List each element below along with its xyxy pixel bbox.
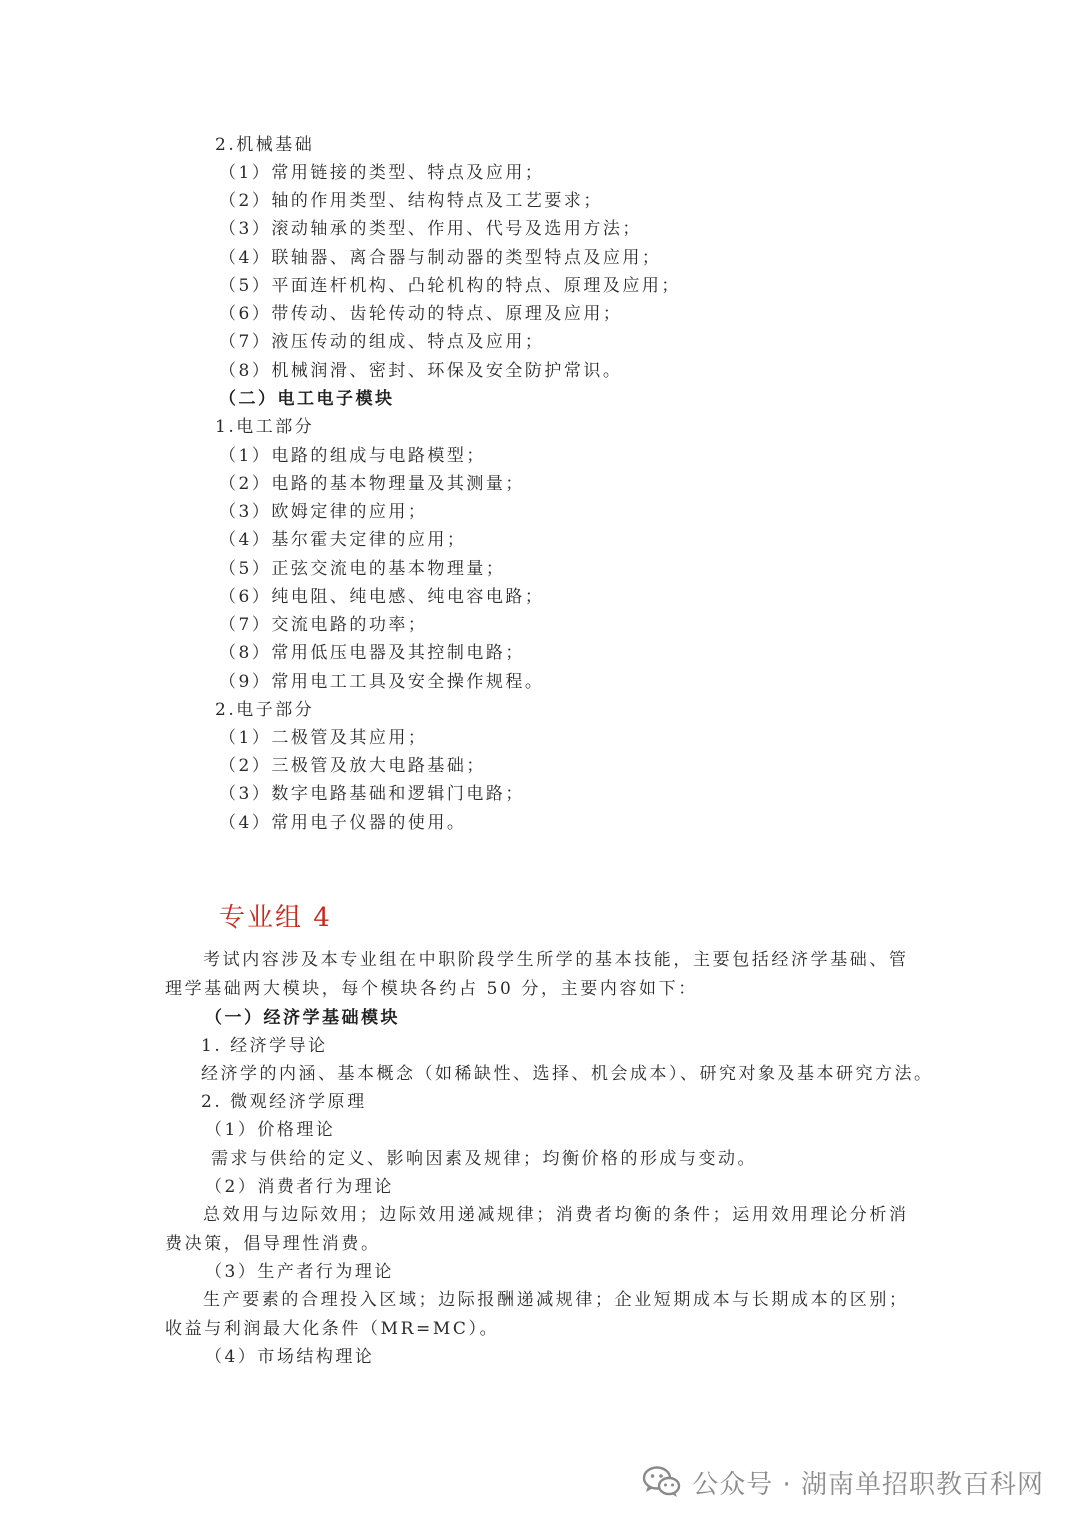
list-item: （7）液压传动的组成、特点及应用； <box>219 332 545 352</box>
module-title-electrical: （二）电工电子模块 <box>219 389 395 409</box>
list-item: （7）交流电路的功率； <box>219 615 428 635</box>
list-item: （2）电路的基本物理量及其测量； <box>219 474 525 494</box>
group-intro-paragraph: 考试内容涉及本专业组在中职阶段学生所学的基本技能，主要包括经济学基础、管理学基础两大模块，每个模块各约占 50 分，主要内容如下： <box>165 950 909 999</box>
list-item: （6）带传动、齿轮传动的特点、原理及应用； <box>219 304 623 324</box>
list-item: （9）常用电工工具及安全操作规程。 <box>219 672 545 692</box>
list-item: （4）联轴器、离合器与制动器的类型特点及应用； <box>219 248 662 268</box>
watermark-text: 公众号 · 湖南单招职教百科网 <box>692 1469 1044 1500</box>
list-item: （8）机械润滑、密封、环保及安全防护常识。 <box>219 361 623 381</box>
subsection-heading: （3）生产者行为理论 <box>205 1262 394 1282</box>
paragraph: 经济学的内涵、基本概念（如稀缺性、选择、机会成本）、研究对象及基本研究方法。 <box>201 1064 934 1084</box>
list-item: （4）常用电子仪器的使用。 <box>219 813 467 833</box>
list-item: （4）基尔霍夫定律的应用； <box>219 530 467 550</box>
list-item: （2）轴的作用类型、结构特点及工艺要求； <box>219 191 603 211</box>
list-item: （1）电路的组成与电路模型； <box>219 446 486 466</box>
list-item: （5）正弦交流电的基本物理量； <box>219 559 506 579</box>
subsection-heading: （1）价格理论 <box>205 1120 336 1140</box>
group-title: 专业组 4 <box>219 903 332 933</box>
list-item: （2）三极管及放大电路基础； <box>219 756 486 776</box>
watermark <box>642 1462 1044 1502</box>
paragraph: 需求与供给的定义、影响因素及规律；均衡价格的形成与变动。 <box>211 1149 757 1169</box>
paragraph: 生产要素的合理投入区域；边际报酬递减规律；企业短期成本与长期成本的区别；收益与利润最大化条件（MR=MC）。 <box>165 1290 909 1339</box>
list-item: （1）常用链接的类型、特点及应用； <box>219 163 545 183</box>
subsection-heading: （4）市场结构理论 <box>205 1347 375 1367</box>
list-item: （3）滚动轴承的类型、作用、代号及选用方法； <box>219 219 642 239</box>
section-heading-mechanical: 2.机械基础 <box>215 135 315 155</box>
list-item: （8）常用低压电器及其控制电路； <box>219 643 525 663</box>
list-item: （5）平面连杆机构、凸轮机构的特点、原理及应用； <box>219 276 681 296</box>
subsection-heading: （2）消费者行为理论 <box>205 1177 394 1197</box>
list-item: （1）二极管及其应用； <box>219 728 428 748</box>
section-heading-econ-intro: 1. 经济学导论 <box>201 1036 328 1056</box>
list-item: （3）数字电路基础和逻辑门电路； <box>219 784 525 804</box>
section-heading-micro: 2. 微观经济学原理 <box>201 1092 367 1112</box>
list-item: （6）纯电阻、纯电感、纯电容电路； <box>219 587 545 607</box>
section-heading-electronic: 2.电子部分 <box>215 700 315 720</box>
module-title-economics: （一）经济学基础模块 <box>205 1008 400 1028</box>
list-item: （3）欧姆定律的应用； <box>219 502 428 522</box>
paragraph: 总效用与边际效用；边际效用递减规律；消费者均衡的条件；运用效用理论分析消费决策，倡导理性消费。 <box>165 1205 909 1254</box>
section-heading-electrical: 1.电工部分 <box>215 417 315 437</box>
wechat-icon <box>642 1465 682 1499</box>
